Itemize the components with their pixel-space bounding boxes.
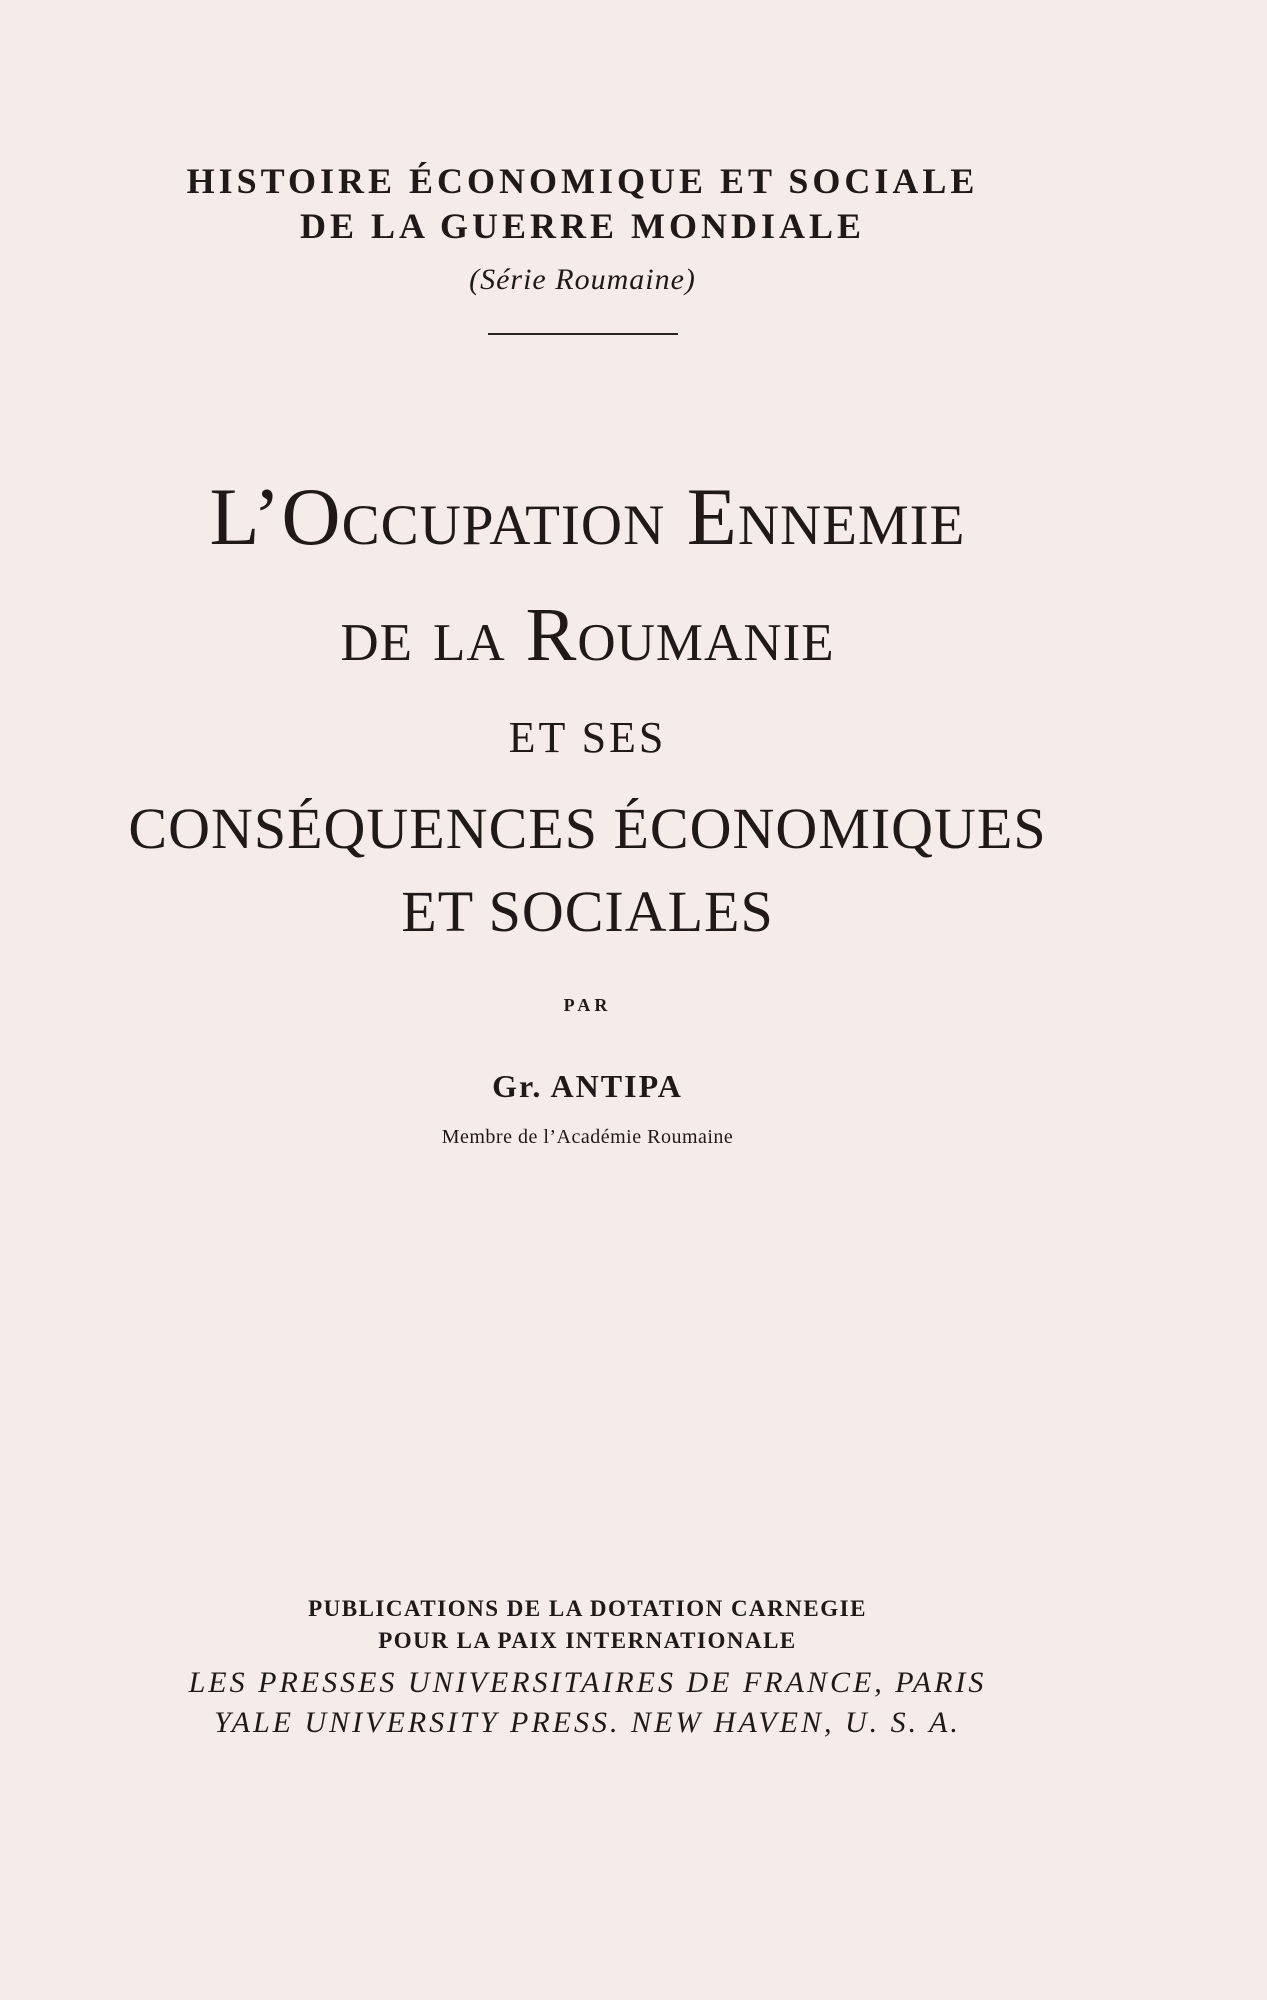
main-title-line-1: L’Occupation Ennemie [209,471,966,562]
main-title-line-4: CONSÉQUENCES ÉCONOMIQUES [128,796,1047,861]
by-label: PAR [563,995,612,1015]
publisher-line-2: POUR LA PAIX INTERNATIONALE [378,1628,797,1653]
press-line-1: LES PRESSES UNIVERSITAIRES DE FRANCE, PARIS [188,1666,987,1699]
main-title-line-2: de la Roumanie [340,593,835,677]
series-subtitle: (Série Roumaine) [469,263,696,296]
main-title-line-3: ET SES [508,713,667,762]
author-name: Gr. ANTIPA [492,1068,683,1104]
author-affiliation: Membre de l’Académie Roumaine [441,1126,734,1148]
publisher-line-1: PUBLICATIONS DE LA DOTATION CARNEGIE [308,1596,867,1621]
press-line-2: YALE UNIVERSITY PRESS. NEW HAVEN, U. S. A. [214,1706,961,1739]
divider-rule [488,333,678,335]
main-title-line-5: ET SOCIALES [401,879,774,944]
series-title-line-2: DE LA GUERRE MONDIALE [299,206,866,246]
series-title-line-1: HISTOIRE ÉCONOMIQUE ET SOCIALE [186,161,979,201]
